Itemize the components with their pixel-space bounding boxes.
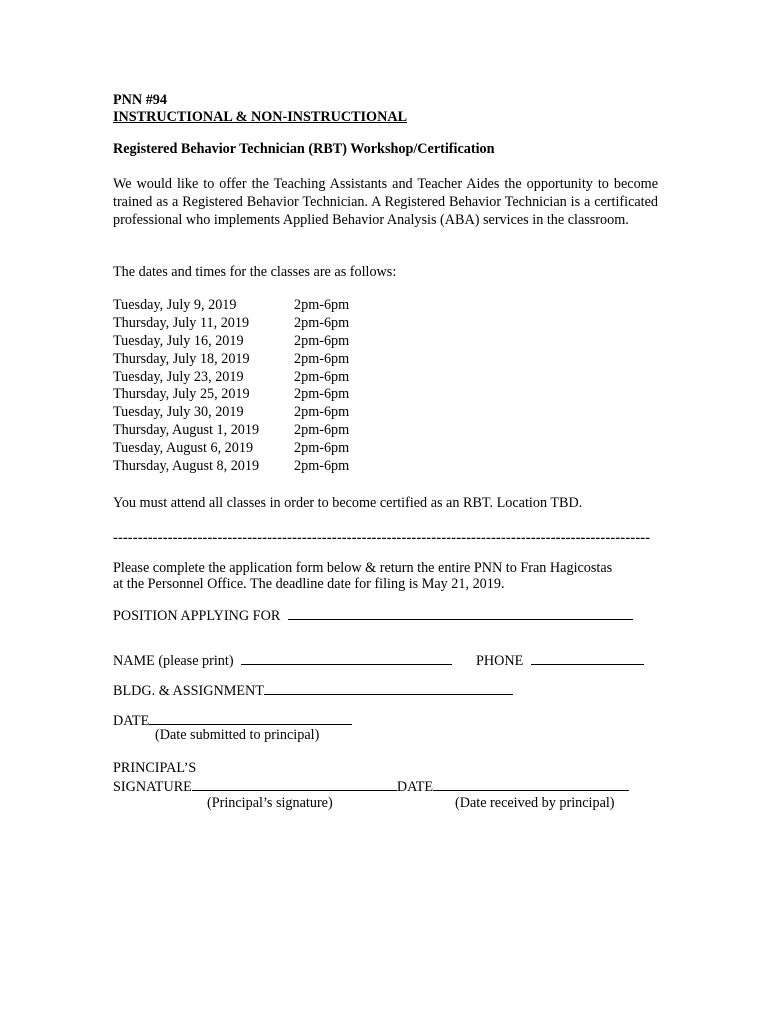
schedule-row bbox=[113, 333, 349, 351]
schedule-time: 2pm-6pm bbox=[294, 440, 350, 457]
pnn-category: INSTRUCTIONAL & NON-INSTRUCTIONAL bbox=[113, 109, 408, 125]
schedule-row bbox=[113, 458, 349, 476]
phone-row bbox=[476, 651, 644, 670]
bldg-field[interactable] bbox=[264, 681, 513, 695]
position-row bbox=[113, 606, 633, 625]
date-submitted-caption: (Date submitted to principal) bbox=[155, 727, 320, 743]
name-label: NAME (please print) bbox=[113, 653, 234, 669]
attendance-note: You must attend all classes in order to become certified as an RBT. Location TBD. bbox=[113, 495, 583, 511]
schedule-date: Thursday, July 25, 2019 bbox=[113, 386, 250, 403]
schedule-time: 2pm-6pm bbox=[294, 458, 350, 475]
name-field[interactable] bbox=[241, 651, 452, 665]
signature-caption: (Principal’s signature) bbox=[207, 795, 333, 811]
schedule-time: 2pm-6pm bbox=[294, 368, 350, 385]
schedule-row bbox=[113, 351, 349, 369]
schedule-date: Tuesday, July 23, 2019 bbox=[113, 368, 244, 385]
schedule-time: 2pm-6pm bbox=[294, 350, 350, 367]
schedule-row bbox=[113, 422, 349, 440]
position-field[interactable] bbox=[288, 606, 633, 620]
schedule-date: Tuesday, August 6, 2019 bbox=[113, 440, 254, 457]
signature-date-label: DATE bbox=[396, 779, 434, 795]
schedule-date: Thursday, July 11, 2019 bbox=[113, 314, 250, 331]
schedule-date: Thursday, July 18, 2019 bbox=[113, 350, 250, 367]
schedule-date: Tuesday, July 9, 2019 bbox=[113, 297, 237, 313]
name-row bbox=[113, 651, 452, 670]
form-instructions-line2: at the Personnel Office. The deadline date for filing is May 21, 2019. bbox=[113, 576, 505, 592]
date-received-caption: (Date received by principal) bbox=[455, 795, 615, 811]
schedule-time: 2pm-6pm bbox=[294, 386, 350, 403]
schedule-row bbox=[113, 369, 349, 387]
pnn-number: PNN #94 bbox=[113, 92, 167, 108]
class-schedule bbox=[113, 297, 349, 476]
bldg-label: BLDG. & ASSIGNMENT bbox=[113, 683, 264, 699]
date-received-field[interactable] bbox=[433, 777, 629, 791]
intro-paragraph: We would like to offer the Teaching Assistants and Teacher Aides the opportunity to become trained as a Registered Behavior Technician. A Registered Behavior Technician is a certificated professional who implements Applied Behavior Analysis (ABA) services in the classroom. bbox=[113, 176, 658, 228]
position-label: POSITION APPLYING FOR bbox=[113, 608, 281, 624]
schedule-time: 2pm-6pm bbox=[294, 314, 350, 331]
schedule-row bbox=[113, 440, 349, 458]
schedule-date: Thursday, August 8, 2019 bbox=[113, 458, 260, 475]
schedule-time: 2pm-6pm bbox=[294, 422, 350, 439]
signature-field[interactable] bbox=[192, 777, 397, 791]
signature-row bbox=[113, 777, 629, 796]
date-submitted-field[interactable] bbox=[149, 711, 352, 725]
schedule-row bbox=[113, 404, 349, 422]
cut-divider: ------------------------------------------------------------------------------------------------------------ bbox=[113, 530, 651, 546]
schedule-date: Tuesday, July 16, 2019 bbox=[113, 332, 244, 349]
signature-label: SIGNATURE bbox=[113, 779, 192, 795]
schedule-row bbox=[113, 315, 349, 333]
date-label: DATE bbox=[113, 713, 150, 729]
phone-label: PHONE bbox=[476, 653, 524, 669]
schedule-date: Tuesday, July 30, 2019 bbox=[113, 404, 244, 421]
schedule-row bbox=[113, 297, 349, 315]
document-title: Registered Behavior Technician (RBT) Workshop/Certification bbox=[113, 141, 495, 157]
principal-label: PRINCIPAL’S bbox=[113, 760, 197, 776]
phone-field[interactable] bbox=[531, 651, 644, 665]
form-instructions-line1: Please complete the application form below & return the entire PNN to Fran Hagicostas bbox=[113, 560, 613, 576]
schedule-time: 2pm-6pm bbox=[294, 297, 350, 313]
schedule-date: Thursday, August 1, 2019 bbox=[113, 422, 260, 439]
schedule-row bbox=[113, 386, 349, 404]
bldg-row bbox=[113, 681, 513, 700]
schedule-intro: The dates and times for the classes are as follows: bbox=[113, 264, 397, 280]
schedule-time: 2pm-6pm bbox=[294, 332, 350, 349]
schedule-time: 2pm-6pm bbox=[294, 404, 350, 421]
